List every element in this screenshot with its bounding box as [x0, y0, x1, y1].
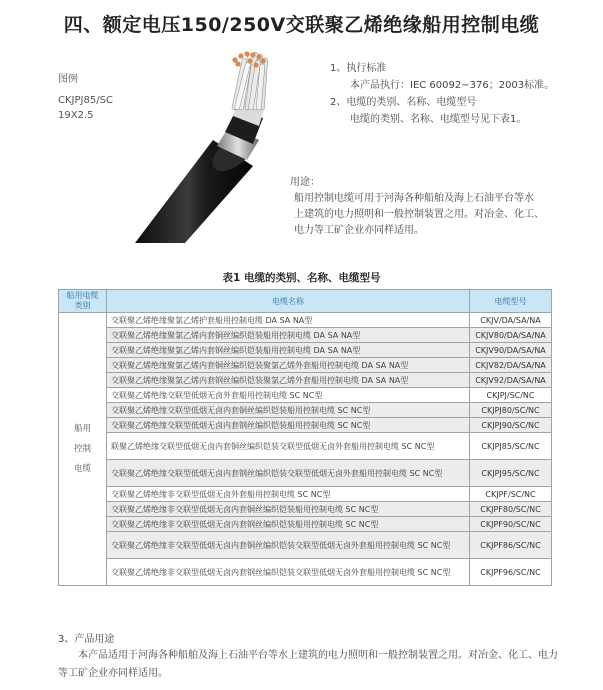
header-category: 船用电缆类别 — [59, 290, 107, 313]
cable-model — [58, 93, 113, 123]
table-caption: 表1 电缆的类别、名称、电缆型号 — [222, 272, 381, 284]
standard-section — [330, 60, 554, 128]
cable-code: CKJPJ85/SC/NC — [470, 433, 552, 460]
cable-name: 交联聚乙烯绝缘聚氯乙烯内套钢丝编织铠装船用控制电缆 DA SA NA型 — [107, 343, 470, 358]
standard-text: 本产品执行：IEC 60092−376；2003标准。 — [350, 80, 555, 91]
model-line-2: 19X2.5 — [58, 110, 94, 121]
cable-code: CKJPF90/SC/NC — [470, 517, 552, 532]
table-row — [59, 373, 552, 388]
cable-name: 交联聚乙烯绝缘非交联型低烟无卤外套船用控制电缆 SC NC型 — [107, 487, 470, 502]
cable-code: CKJV/DA/SA/NA — [470, 313, 552, 328]
cable-name: 交联聚乙烯绝缘聚氯乙烯内套铜丝编织铠装船用控制电缆 DA SA NA型 — [107, 328, 470, 343]
usage-line-2: 上建筑的电力照明和一般控制装置之用。对冶金、化工、 — [294, 209, 544, 220]
cable-name: 联聚乙烯绝缘交联型低烟无卤内套铜丝编织铠装交联型低烟无卤外套船用控制电缆 SC NC型 — [107, 433, 470, 460]
cable-code: CKJPJ90/SC/NC — [470, 418, 552, 433]
table-row — [59, 328, 552, 343]
cable-name: 交联聚乙烯绝缘非交联型低烟无卤内套钢丝编织铠装船用控制电缆 SC NC型 — [107, 517, 470, 532]
product-use-text: 本产品适用于河海各种船舶及海上石油平台等水上建筑的电力照明和一般控制装置之用。对冶金、化工、电力等工矿企业亦同样适用。 — [58, 650, 558, 679]
cable-code: CKJPJ95/SC/NC — [470, 460, 552, 487]
table-row — [59, 343, 552, 358]
product-use-heading: 3、产品用途 — [58, 634, 115, 645]
table-row — [59, 532, 552, 559]
cable-name: 交联聚乙烯绝缘聚氯乙烯内套铜丝编织铠装聚氯乙烯外套船用控制电缆 DA SA NA型 — [107, 358, 470, 373]
cable-name: 交联聚乙烯绝缘非交联型低烟无卤内套钢丝编织铠装交联型低烟无卤外套船用控制电缆 SC NC型 — [107, 559, 470, 586]
cable-code: CKJPJ/SC/NC — [470, 388, 552, 403]
cable-code: CKJV82/DA/SA/NA — [470, 358, 552, 373]
standard-heading: 1、执行标准 — [330, 63, 387, 74]
cable-name: 交联聚乙烯绝缘交联型低烟无卤内套钢丝编织铠装船用控制电缆 SC NC型 — [107, 418, 470, 433]
cable-code: CKJPF/SC/NC — [470, 487, 552, 502]
category-text: 电缆的类别、名称、电缆型号见下表1。 — [350, 114, 527, 125]
cable-name: 交联聚乙烯绝缘非交联型低烟无卤内套铜丝编织铠装交联型低烟无卤外套船用控制电缆 SC NC型 — [107, 532, 470, 559]
cable-name: 交联聚乙烯绝缘交联型低烟无卤内套钢丝编织铠装交联型低烟无卤外套船用控制电缆 SC NC型 — [107, 460, 470, 487]
category-heading: 2、电缆的类别、名称、电缆型号 — [330, 97, 477, 108]
cable-name: 交联聚乙烯绝缘交联型低烟无卤外套船用控制电缆 SC NC型 — [107, 388, 470, 403]
table-row — [59, 388, 552, 403]
cable-code: CKJPF96/SC/NC — [470, 559, 552, 586]
table-row — [59, 487, 552, 502]
table-row — [59, 460, 552, 487]
cable-name: 交联聚乙烯绝缘非交联型低烟无卤内套铜丝编织铠装船用控制电缆 SC NC型 — [107, 502, 470, 517]
cable-name: 交联聚乙烯绝缘聚氯乙烯护套船用控制电缆 DA SA NA型 — [107, 313, 470, 328]
category-cell — [59, 313, 107, 586]
cable-code: CKJPJ80/SC/NC — [470, 403, 552, 418]
table-row — [59, 313, 552, 328]
page-title: 四、额定电压150/250V交联聚乙烯绝缘船用控制电缆 — [63, 14, 540, 36]
cable-name: 交联聚乙烯绝缘聚氯乙烯内套钢丝编织铠装聚氯乙烯外套船用控制电缆 DA SA NA型 — [107, 373, 470, 388]
cable-code: CKJPF80/SC/NC — [470, 502, 552, 517]
cable-code: CKJPF86/SC/NC — [470, 532, 552, 559]
table-row — [59, 403, 552, 418]
header-code: 电缆型号 — [470, 290, 552, 313]
category-line-3: 电缆 — [73, 464, 91, 474]
usage-line-1: 船用控制电缆可用于河海各种船舶及海上石油平台等水 — [294, 193, 534, 204]
cable-type-table — [58, 289, 552, 586]
model-line-1: CKJPJ85/SC — [58, 95, 113, 106]
cable-image — [125, 48, 290, 248]
cable-name: 交联聚乙烯绝缘交联型低烟无卤内套铜丝编织铠装船用控制电缆 SC NC型 — [107, 403, 470, 418]
usage-line-3: 电力等工矿企业亦同样适用。 — [294, 225, 424, 236]
header-name: 电缆名称 — [107, 290, 470, 313]
legend-label: 图例 — [58, 74, 78, 85]
cable-code: CKJV90/DA/SA/NA — [470, 343, 552, 358]
table-header-row — [59, 290, 552, 313]
table-row — [59, 433, 552, 460]
table-row — [59, 517, 552, 532]
table-row — [59, 358, 552, 373]
cable-code: CKJV80/DA/SA/NA — [470, 328, 552, 343]
usage-section — [290, 175, 544, 239]
cable-code: CKJV92/DA/SA/NA — [470, 373, 552, 388]
category-line-1: 船用 — [73, 424, 91, 434]
table-row — [59, 418, 552, 433]
usage-heading: 用途： — [290, 177, 320, 188]
table-row — [59, 502, 552, 517]
category-line-2: 控制 — [73, 444, 91, 454]
table-row — [59, 559, 552, 586]
